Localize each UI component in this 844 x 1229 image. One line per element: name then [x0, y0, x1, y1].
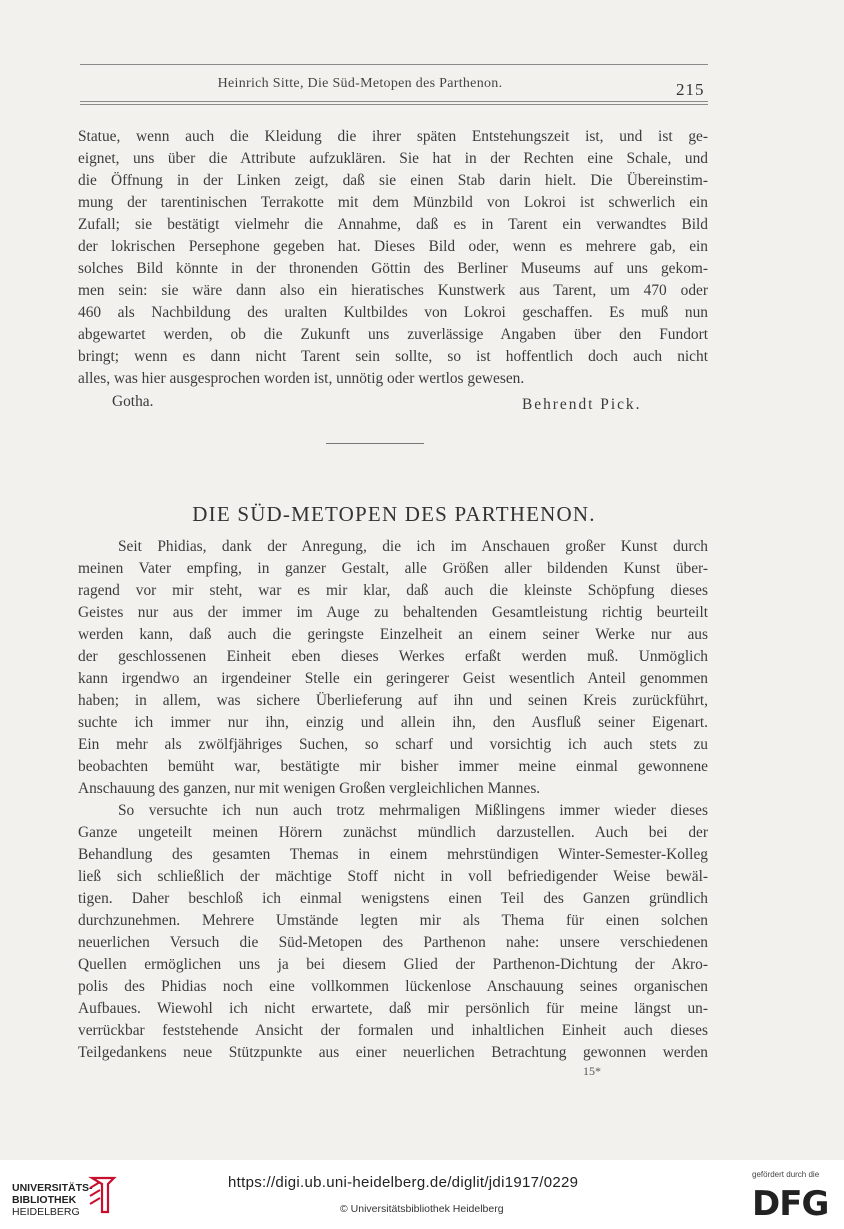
text-line: durchzunehmen. Mehrere Umstände legten mir als Thema für einen solchen	[78, 912, 708, 929]
copyright-notice: © Universitätsbibliothek Heidelberg	[340, 1203, 504, 1215]
library-name	[12, 1182, 93, 1218]
text-line: der geschlossenen Einheit eben dieses Werkes erfaßt werden muß. Unmöglich	[78, 648, 708, 665]
text-line: Zufall; sie bestätigt vielmehr die Annahme, daß es in Tarent ein verwandtes Bild	[78, 216, 708, 233]
text-line: beobachten bemüht war, bestätigte mir bisher immer meine einmal gewonnene	[78, 758, 708, 775]
text-line: eignet, uns über die Attribute aufzuklären. Sie hat in der Rechten eine Schale, und	[78, 150, 708, 167]
text-line: haben; in allem, was sichere Überlieferung auf ihn und seinen Kreis zurückführt,	[78, 692, 708, 709]
running-title: Heinrich Sitte, Die Süd-Metopen des Parthenon.	[217, 76, 503, 91]
text-line: die Öffnung in der Linken zeigt, daß sie einen Stab darin hielt. Die Übereinstim-	[78, 172, 708, 189]
section-separator	[326, 443, 424, 444]
text-line: mung der tarentinischen Terrakotte mit dem Münzbild von Lokroi ist schwerlich ein	[78, 194, 708, 211]
text-line: werden kann, daß auch die geringste Einzelheit an einem seiner Werke nur aus	[78, 626, 708, 643]
text-line: Ganze ungeteilt meinen Hörern zunächst mündlich darzustellen. Auch bei der	[78, 824, 708, 841]
text-line: So versuchte ich nun auch trotz mehrmaligen Mißlingens immer wieder dieses	[118, 802, 708, 819]
text-line: Seit Phidias, dank der Anregung, die ich im Anschauen großer Kunst durch	[118, 538, 708, 555]
signature-author: Behrendt Pick.	[522, 396, 642, 413]
text-line: meinen Vater empfing, in ganzer Gestalt, alle Größen aller bildenden Kunst über-	[78, 560, 708, 577]
text-line: solches Bild könnte in der thronenden Göttin des Berliner Museums auf uns gekom-	[78, 260, 708, 277]
text-line: Geistes nur aus der immer im Auge zu behaltenden Gesamtleistung richtig beurteilt	[78, 604, 708, 621]
header-rule-bottom-1	[80, 101, 708, 102]
text-line: Anschauung des ganzen, nur mit wenigen Großen vergleichlichen Mannes.	[78, 780, 541, 797]
viewer-footer	[0, 1160, 844, 1229]
library-name-line-1: UNIVERSITÄTS-	[12, 1182, 93, 1194]
text-line: suchte ich immer nur ihn, einzig und allein ihn, den Ausfluß seiner Eigenart.	[78, 714, 708, 731]
text-line: polis des Phidias noch eine vollkommen lückenlose Anschauung seines organischen	[78, 978, 708, 995]
text-line: Teilgedankens neue Stützpunkte aus einer neuerlichen Betrachtung gewonnen werden	[78, 1044, 708, 1061]
text-line: ragend vor mir steht, war es mir klar, daß auch die kleinste Schöpfung dieses	[78, 582, 708, 599]
text-line: men sein: sie wäre dann also ein hieratisches Kunstwerk aus Tarent, um 470 oder	[78, 282, 708, 299]
header-rule-top	[80, 64, 708, 65]
library-logo-icon	[86, 1174, 120, 1216]
text-line: kann irgendwo an irgendeiner Stelle ein geringerer Geist wesentlich Anteil genommen	[78, 670, 708, 687]
library-name-line-2: BIBLIOTHEK	[12, 1194, 77, 1206]
text-line: neuerlichen Versuch die Süd-Metopen des Parthenon nahe: unsere verschiedenen	[78, 934, 708, 951]
dfg-logo: DFG	[752, 1184, 829, 1224]
text-line: Behandlung des gesamten Themas in einem mehrstündigen Winter-Semester-Kolleg	[78, 846, 708, 863]
text-line: tigen. Daher beschloß ich einmal wenigstens einen Teil des Ganzen gründlich	[78, 890, 708, 907]
page-number: 215	[676, 80, 705, 99]
text-line: Statue, wenn auch die Kleidung die ihrer späten Entstehungszeit ist, und ist ge-	[78, 128, 708, 145]
text-line: abgewartet werden, ob die Zukunft uns zuverlässige Angaben über den Fundort	[78, 326, 708, 343]
text-line: bringt; wenn es dann nicht Tarent sein sollte, so ist hoffentlich doch auch nicht	[78, 348, 708, 365]
printer-signature-mark: 15*	[583, 1064, 601, 1078]
text-line: 460 als Nachbildung des uralten Kultbildes von Lokroi geschaffen. Es muß nun	[78, 304, 708, 321]
text-line: alles, was hier ausgesprochen worden ist, unnötig oder wertlos gewesen.	[78, 370, 525, 387]
funder-label: gefördert durch die	[752, 1170, 820, 1179]
permalink-url[interactable]: https://digi.ub.uni-heidelberg.de/diglit/jdi1917/0229	[228, 1174, 579, 1191]
text-line: verrückbar feststehende Ansicht der formalen und inhaltlichen Einheit auch dieses	[78, 1022, 708, 1039]
library-name-line-3: HEIDELBERG	[12, 1206, 80, 1218]
text-line: Quellen ermöglichen uns ja bei diesem Glied der Parthenon-Dichtung der Akro-	[78, 956, 708, 973]
text-line: Aufbaues. Wiewohl ich nicht erwartete, daß mir persönlich für meine längst un-	[78, 1000, 708, 1017]
text-line: Ein mehr als zwölfjähriges Suchen, so scharf und vorsichtig ich auch stets zu	[78, 736, 708, 753]
header-rule-bottom-2	[80, 104, 708, 105]
text-line: der lokrischen Persephone gegeben hat. Dieses Bild oder, wenn es mehrere gab, ein	[78, 238, 708, 255]
text-line: ließ sich schließlich der mächtige Stoff nicht in voll befriedigender Weise bewäl-	[78, 868, 708, 885]
signature-place: Gotha.	[112, 393, 154, 410]
article-title: DIE SÜD-METOPEN DES PARTHENON.	[192, 502, 596, 526]
